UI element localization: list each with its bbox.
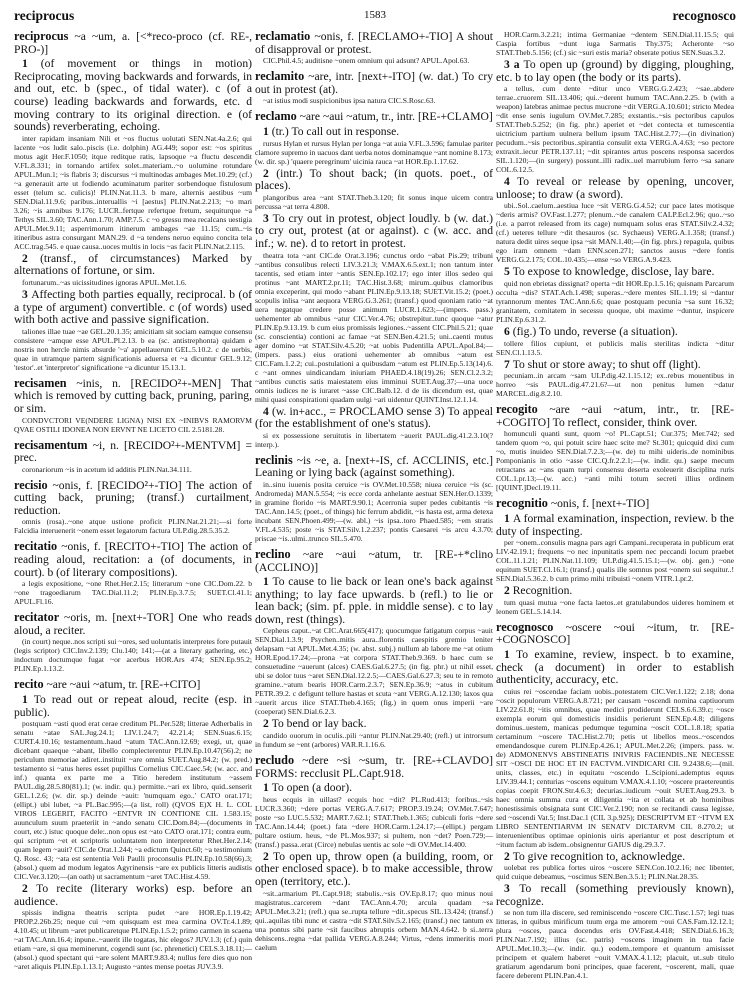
sense-number: 1 bbox=[22, 57, 41, 71]
entry-headline bbox=[14, 479, 252, 518]
entry-headline bbox=[496, 403, 734, 429]
citation-block: ~sit..armarium PL.Capt.918; stabulis..~sis OV.Ep.8.17; quo minus noui magistratus..carcerem ~dant TAC.Ann.4.70; arcula quadam ~sa APUL.Met.3.21; (refl.) qua se..rupta tellure ~dit..specus SIL.13.424; (transf.) qui..aquilas tibi nunc et castra ~dit STAT.Silv.5.2.165; (transf.) nec tantum ex una pontus sibi parte ~sit faucibus abruptis orbem MAN.4.642. b si..terra dehiscens..regna ~dat pallida VERG.A.8.244; Virtus, ~dens immeritis mori caelum bbox=[255, 888, 493, 952]
sense-definition: 1 To read out or repeat aloud, recite (esp. in public). bbox=[14, 693, 253, 719]
citation-block: CONDVCTORI VE(NDERE LIGNA) NISI EX ~INIBVS RAMORVM QVAE OSTILI IDONEA NON ERVNT NE LICETO CIL 2.5181.28. bbox=[14, 415, 252, 434]
entry-grammar: ~oris, m. [next+-TOR] One who reads aloud, a reciter. bbox=[14, 611, 252, 637]
dictionary-entry bbox=[496, 497, 734, 615]
dictionary-entry bbox=[14, 479, 252, 536]
headword: recisio bbox=[14, 477, 48, 492]
entry-grammar: ~i, n. [RECIDO²+-MENTVM] = prec. bbox=[14, 438, 252, 465]
headword: recogito bbox=[496, 402, 538, 417]
entry-headline bbox=[14, 439, 252, 465]
entry-headline bbox=[14, 377, 252, 416]
entry-headline bbox=[14, 678, 252, 692]
dictionary-entry bbox=[14, 540, 252, 606]
sense-definition: 3 To recall (something previously known), recognize. bbox=[496, 882, 734, 908]
dictionary-entry bbox=[496, 30, 734, 398]
column-3 bbox=[496, 30, 734, 985]
dictionary-entry bbox=[14, 30, 252, 372]
dictionary-entry bbox=[496, 403, 734, 492]
headword: reclino bbox=[255, 546, 291, 561]
citation-block: plangoribus area ~ant STAT.Theb.3.120; fit sonus inque uicem contra percussa ~at terra 4.808. bbox=[255, 192, 493, 211]
page-number: 1583 bbox=[364, 9, 386, 21]
sense-definition: 1 (tr.) To call out in response. bbox=[263, 124, 400, 138]
citation-block: si ex possessione seruitutis in libertatem ~auerit PAUL.dig.41.2.3.10(?interp.). bbox=[255, 430, 493, 449]
headword: recognosco bbox=[496, 619, 554, 634]
citation-block: a legis expositione, ~one Rhet.Her.2.15; litterarum ~one CIC.Dom.22. b ~one tragoediarum TAC.Dial.11.2; PLIN.Ep.3.7.5; SUET.Cl.41.1; APUL.Fl.16. bbox=[14, 579, 252, 607]
dictionary-entry bbox=[255, 548, 493, 749]
sense-definition: 2 To recite (literary works) esp. before an audience. bbox=[14, 882, 252, 908]
citation-block: cuius rei ~oscendae faciam uobis..potestatem CIC.Ver.1.122; 2.18; dona ~oscit populorum VERG.A.8.721; per causam ~oscendi nomina captiuorum LIV.22.61.8; ~itis omnibus, quae medici prodiderunt CELS.6.6.39.c; ~osce exempla eorum qui domesticis insidiis perierunt SEN.Ep.4.8; diligens dominus..uestem, manicas pedumque tegumina ~oscit COL.1.8.18; spatia certaminum ~oscere TAC.Hist.2.70; petis ut libellos meos..~oscendos emendandosque curem PLIN.Ep.4.26.1; APUL.Met.2.26; (impers. pass. w. de) ADMONENVS ABSTINEATIS INIVRIS FACIENDIS..NE NECESSE SIT ~OSCI DE HOC ET IN FACTVM..VINDICARI CIL 9.2438.6;—(mil. units, classes, etc.) in equitatu ~oscendo L.Scipioni..ademptus equus LIV.39.44.1; centurias ~oscens equitum V.MAX.4.1.10; ~oscere praetereuntis copias coepit FRON.Str.4.6.3; decurias..iudicum ~ouit SUET.Aug.29.3. b haec omnia summa cura et diligentia ~ita et collata et ab hominibus honestissimis obsignata sunt CIC.Ver.2.190; non se recitandi causa legisse, sed ~oscendi Vat.5; Inst.Dac.1 (CIL 3.p.925); DESCRIPTVM ET ~ITVM EX LIBRO SENTENTIARVM IN SENATV DICTARVM CIL 8.270.2; ut interuenientibus optimae opinionis uiris aperiantur et post descriptum et ~itum factum ab isdem..obsignentur GAIUS dig.29.3.7. bbox=[496, 686, 734, 849]
headword: reciprocus bbox=[14, 29, 69, 43]
headword: recitator bbox=[14, 610, 60, 625]
headword: recito bbox=[14, 677, 44, 692]
citation-block: pecuniam..in arcam ~sam ULP.dig.42.1.15.12; ex..rebus mouentibus in horreo ~sis PAUL.dig.47.21.6?—ut non penitus lumen ~datur MARCEL.dig.8.2.10. bbox=[496, 371, 734, 399]
sense-number: 1 bbox=[504, 647, 517, 661]
headword: reclinis bbox=[255, 452, 293, 467]
sense-definition: 3 Affecting both parties equally, reciprocal. b (of a type of argument) convertible. c (of words) used with both active and passive signification. bbox=[14, 287, 252, 327]
entry-grammar: ~inis, n. [RECIDO²+-MEN] That which is removed by cutting back, pruning, paring, or sim. bbox=[14, 376, 252, 415]
dictionary-entry bbox=[14, 611, 252, 673]
citation-block: inter rapidam insaniam Nili et ~os fluctus uolutati SEN.Nat.4a.2.6; qui lacente ~os ludit salo..piscis (i.e. dolphin) AG.449; sopor est: ~os spiritus motus agit Her.F.1050; itque reditque ratis, lapsoque ~a fluctu descendit V.FL.8.331; in tornando artifex solet..materiam..~o uolumine rotundare APUL.Mun.1; ~is flabris 3; discursus ~i multinodas ambages Met.10.29; (cf.) ~a generauit arte ut fodiendo acuminatum pariter sorbendoque fistulosum esset (telum sc. culicis)! PLIN.Nat.11.3. b mare, alternis aestibus ~um SEN.Dial.11.9.6; paribus..interuallis ~i [aestus] PLIN.Nat.2.213; ~o mari 3.26; ~is amnibus 9.176; LUCR..fertque refertque fretum, sequiturque ~a Tethys SIL.3.60; TAC.Ann.1.70; AMP.7.5. c ~o gressu mea recalcans uestigia APUL.Met.9.11; asperrimorum itinerum ambages ~ae 11.15; cum..~is itineribus astra consurgant MAN.29. d ~a tendens neruo equino concita tela ACC.trag.545. e quae causa..uoces multis in locis ~as facit PLIN.Nat.2.115. bbox=[14, 133, 252, 251]
entry-grammar: ~oscere ~oui ~itum, tr. [RE-+COGNOSCO] bbox=[496, 620, 734, 647]
headword: recitatio bbox=[14, 539, 58, 554]
sense-number: 1 bbox=[263, 575, 273, 589]
entry-grammar: ~are, intr. [next+-ITO] (w. dat.) To cry out in protest (at). bbox=[255, 70, 493, 96]
sense-definition: 1 (of movement or things in motion) Reciprocating, moving backwards and forwards, in and out, etc. b (spec., of tidal water). c (of a course) leading backwards and forwards, etc. d moving contrary to its original direction. e (of sounds) reverberating, echoing. bbox=[14, 57, 252, 134]
sense-definition: 2 To bend or lay back. bbox=[263, 717, 367, 731]
entry-headline bbox=[496, 497, 734, 511]
sense-number: 2 bbox=[263, 717, 272, 731]
sense-definition: 3 To cry out in protest, object loudly. b (w. dat.) to cry out, protest (at or against). c (w. acc. and inf.; w. ne). d to retort in protest. bbox=[255, 211, 493, 250]
citation-block: (in court) neque..nos scripti sui ~ores, sed uoluntatis interpretes fore putauit (legis scriptor) CIC.Inv.2.139; Clu.140; 141;—(at a literary gathering, etc.) indoctum doctumque fugat ~or acerbus HOR.Ars 474; SEN.Ep.95.2; PLIN.Ep.1.13.2. bbox=[14, 637, 252, 674]
entry-grammar: ~a ~um, a. [<*reco-proco (cf. RE-, PRO-)] bbox=[14, 30, 252, 56]
citation-block: spissis indigna theatris scripta pudet ~are HOR.Ep.1.19.42; PROP.2.26b.25; neque cui ~em quisquam est mea carmina OV.Tr.4.1.89; 4.10.45; ut librum ~aret publicaretque PLIN.Ep.1.5.2; primo carmen in scaena ~at TAC.Ann.16.4; inpune..~auerit ille togatas, hic elegos? JUV.1.3; (cf.) quin etiam ~are, si qua meminerunt, cogendi sunt (sc. phrenetici) CELS.3.18.11;—(absol.) quod spectant qui ~are solent MART.9.83.4; nullus fere dies quo non ~aret aliquis PLIN.Ep.1.13.1; Augusto ~antes mense poetas JUV.3.9. bbox=[14, 908, 252, 972]
citation-block: taliones illae tuae ~ae GEL.20.1.35; amicitiam sit sociam eamque consensu consistere ~amque esse APUL.Pl.2.13. b ea (sc. antistrephonta) quidam e nostris non hercle nimis absurde '~a' appellauerunt GEL.5.10.2. c de uerbis, quae in utramque partem significationis aduersa et ~a dicuntur GEL.9.12; 'testor'..et 'interpretor' significatione ~a dicuntur 15.13.1. bbox=[14, 326, 252, 372]
entry-headline bbox=[14, 30, 252, 56]
entry-grammar: ~are ~aui ~atum, tr., intr. [RE-+CLAMO] bbox=[299, 110, 493, 124]
entry-grammar: ~onis, f. [RECIDO²+-TIO] The action of cutting back, pruning; (transf.) curtailment, reduction. bbox=[14, 478, 252, 517]
sense-number: 1 bbox=[504, 511, 513, 525]
citation-block: ubi..Sol..caelum..aestiua luce ~sit VERG.G.4.52; cur pace lates motisque ~deris armis? OV.Fast.1.277; plenum..~de canalem CALP.Ecl.2.96; quo..~so (i.e. a parrot released from its cage) numquam solus eras STAT.Silv.2.4.32; (cf.) ueteres tellure ~dit thesauros (sc. Sychaeus) VERG.A.1.358; (transf.) natura dedit uires seque ipsa ~sit MAN.1.40;—(in fig. phrs.) repagula, quibus ego iram omnem ~dam ENN.scen.271; sanctos ausus ~dere fontis VERG.G.2.175; COL.10.435;—ense ~so VERG.A.9.423. bbox=[496, 201, 734, 265]
sense-number: 2 bbox=[504, 849, 513, 863]
citation-block: quid non ebrietas dissignat? operta ~dit HOR.Ep.1.5.16; quisnam Parcarum occulta ~dis? STAT.Ach.1.498; superas..~dere mentes SIL.1.19; si ~dantur tyrannorum mentes TAC.Ann.6.6; quae postquam pecunia ~sa sunt 16.32; granitatem, comitatem in secessu quoque, ubi maxime ~duntur, inspicere PLIN.Ep.6.31.2. bbox=[496, 278, 734, 324]
sense-definition: 3 a To open up (ground) by digging, ploughing, etc. b to lay open (the body or its parts). bbox=[496, 58, 734, 84]
sense-number: 3 bbox=[504, 882, 520, 896]
sense-definition: 2 (intr.) To shout back; (in quots. poet., of places). bbox=[255, 166, 493, 193]
dictionary-entry bbox=[255, 454, 493, 543]
citation-block: a tellus, cum dente ~ditur unco VERG.G.2.423; ~sae..abdere terrae..cruorem SIL.13.406; qui..~derent humum TAC.Ann.2.25. b (with a weapon) latebras animae pectus mucrone ~dit VERG.A.10.601; stricto Medea ~dit ense senis iugulum OV.Met.7.285; exstantis..~sis pectoribus capulos STAT.Theb.5.252; (in fig. phr.) aperiet et ~det contecta et tumescentia uictricium partium uulnera bellum ipsum TAC.Hist.2.77;—(in divination) pecudum..~sis pectoribus..spirantia consulit exta VERG.A.4.63; ~so pectore extraxit..iecur PETR.137.11; ~dit spirantes artus poscens responsa sacerdos SIL.1.120;—(in surgery) possunt..illi radix..uel marrubium ferro ~sa sanare COL.6.12.5. bbox=[496, 84, 734, 175]
entry-headline bbox=[255, 30, 493, 56]
citation-block: candido ouorum in oculis..pili ~antur PLIN.Nat.29.40; (refl.) ut introrsum in fundum se ~ent (arbores) VAR.R.1.16.6. bbox=[255, 731, 493, 750]
sense-number: 4 bbox=[504, 175, 517, 189]
sense-number: 6 bbox=[504, 324, 513, 338]
sense-number: 7 bbox=[504, 357, 513, 371]
sense-definition: 1 To examine, review, inspect. b to examine, check (a document) in order to establish authenticity, accuracy, etc. bbox=[496, 647, 734, 687]
citation-block: per ~onem..consulis magna pars agri Campani..recuperata in publicum erat LIV.42.19.1; frequens ~o nec inpunitatis spem nec peccandi locum praebet COL.11.1.21; PLIN.Nat.11.109; ULP.dig.41.5.15.1;—(w. obj. gen.) ~one equitum SUET.Cl.16.1; (transf.) qualis ille somnus post ~onem sui sequitur..! SEN.Dial.5.36.2. b cum primo mihi tribuisti ~onem VITR.1.pr.2. bbox=[496, 538, 734, 584]
citation-block: Cepheus caput..~at CIC.Arat.665(417); quocumque fatigatum corpus ~auit SEN.Dial.1.3.9; Psychen..mitis aura..florentis caespitis gremio leniter delapsam ~at APUL.Met.4.35; (w. abst. subj.) nullum ab labore me ~at otium HOR.Epod.17.24;—prona ~at corpora STAT.Theb.9.369. b haec cum se consuetudine ~auerunt (alces) CAES.Gal.6.27.5; (in fig. phr.) ut nihil esset, ubi se dolor tuus ~aret SEN.Dial.12.2.5;—CAES.Gal.6.27.3; seu te in remoto gramine..~atum bearis HOR.Carm.2.3.7; SEN.Ep.36.9; ~atus in cubitum PETR.39.2. c defigunt tellure hastas et scuta ~ant VERG.A.12.130; laxos qua ~auerit arcus ilice STAT.Theb.4.165; (fig.) in quem onus imperii ~are (coeperat) SEN.Dial.6.2.3. bbox=[255, 626, 493, 717]
citation-block: in..sinu iuuenis posita ceruice ~is OV.Met.10.558; niuea ceruice ~is (sc. Andromeda) MAN.5.554; ~is ecce corda anhelante aestuat SEN.Her.O.1339; in gramine florido ~is MART.9.90.1; Acerronia super pedes cubitantis ~is TAC.Ann.14.5; (poet., of things) hic ferrum abdidit, ~is hasta est, arma detexa incubant SEN.Phoen.499;—(w. abl.) ~is ipsa..toro Phaed.585; ~em stratis V.FL.4.535; poste ~is STAT.Silv.1.2.237; pontis Caesarei ~is arcu 4.3.70; priscae ~is..ulmi..trunco SIL.5.470. bbox=[255, 479, 493, 543]
sense-number: 1 bbox=[263, 781, 272, 795]
sense-definition: 5 To expose to knowledge, disclose, lay bare. bbox=[504, 265, 715, 279]
sense-definition: 4 To reveal or release by opening, uncover, unloose; to draw (a sword). bbox=[496, 175, 734, 201]
sense-definition: 7 To shut or store away; to shut off (light). bbox=[504, 357, 701, 371]
dictionary-entry bbox=[14, 678, 252, 971]
sense-number: 2 bbox=[263, 166, 277, 180]
sense-number: 3 bbox=[22, 287, 32, 301]
entry-grammar: ~are ~aui ~atum, tr. [RE-+CITO] bbox=[46, 678, 201, 692]
headword: reclamo bbox=[255, 109, 297, 124]
headword: reclamito bbox=[255, 69, 305, 84]
citation-block: CIC.Phil.4.5; auditisne ~onem omnium qui adsunt? APUL.Apol.63. bbox=[263, 56, 470, 66]
entry-headline bbox=[496, 621, 734, 647]
sense-definition: 2 To open up, throw open (a building, room, or other enclosed space). b to make accessible, throw open (territory, etc.). bbox=[255, 849, 493, 889]
sense-definition: 1 To open (a door). bbox=[263, 781, 353, 795]
entry-grammar: ~is ~e, a. [next+-IS, cf. ACCLINIS, etc.] Leaning or lying back (against something). bbox=[255, 453, 493, 480]
entry-grammar: ~are ~aui ~atum, intr., tr. [RE-+COGITO] To reflect, consider, think over. bbox=[496, 403, 734, 429]
entry-grammar: ~onis, f. [next+-TIO] bbox=[550, 497, 650, 511]
dictionary-entry bbox=[255, 754, 493, 952]
sense-number: 5 bbox=[504, 265, 513, 279]
column-1 bbox=[14, 30, 252, 976]
sense-definition: 2 To give recognition to, acknowledge. bbox=[504, 849, 686, 863]
headword: recisamentum bbox=[14, 437, 88, 452]
sense-number: 2 bbox=[504, 584, 513, 598]
dictionary-entry bbox=[255, 70, 493, 105]
entry-grammar: ~are ~aui ~atum, tr. [RE-+*clino (ACCLINO)] bbox=[255, 547, 494, 574]
sense-number: 1 bbox=[263, 124, 272, 138]
citation-block: omnis (rosa)..~one atque ustione proficit PLIN.Nat.21.21;—si forte Falcidia interuenerit ~onem esset legatorum factura ULP.dig.28.5.35.2. bbox=[14, 517, 252, 536]
sense-number: 3 bbox=[263, 211, 273, 225]
sense-definition: 1 To cause to lie back or lean one's back against anything; to lay face upwards. b (refl.) to lie or lean back; (sim. pf. pple. in middle sense). c to lay down, rest (things). bbox=[255, 575, 493, 626]
entry-grammar: ~dere ~si ~sum, tr. [RE-+CLAVDO] FORMS: recclusit PL.Capt.918. bbox=[255, 754, 493, 780]
dictionary-entry bbox=[496, 621, 734, 981]
entry-grammar: ~onis, f. [RECITO+-TIO] The action of reading aloud, recitation: a (of documents, in court). b (of literary compositions). bbox=[14, 540, 252, 579]
citation-block: rursus Hylan et rursus Hylan per longa ~at auia V.FL.3.596; famulae pariter clamore supremo in uacuos dant uerba notos dominamque ~ant nomine 8.173; (w. dir. sp.) 'quaere peregrinum' uicinia rauca ~at HOR.Ep.1.17.62. bbox=[255, 138, 493, 166]
entry-headline bbox=[255, 110, 493, 124]
running-head-first-word: reciprocus bbox=[14, 8, 75, 23]
headword: recognitio bbox=[496, 496, 548, 511]
citation-block: homunculi quanti sunt, quom ~o! PL.Capt.51; Cur.375; Mer.742; sed tandem quom ~o, qui potuit scire haec scite me? St.301; quicquid dixi cum ~o, mutis inuideo SEN.Dial.7.2.3;—(w. de) tu mihi uideris..de nominibus Pomponianis in otio ~asse CIC.Q.fr.2.2.1;—(w. indir. qu.) saepe mecum retractans ac ~ans quam turpi consensu deserta exoleuerit disciplina ruris COL.1.pr.13;—(w. acc.) ~anti mihi totum secreti illius ordinem [QUINT.]Decl.19.11. bbox=[496, 429, 734, 493]
sense-number: 1 bbox=[22, 693, 34, 707]
sense-definition: 2 Recognition. bbox=[504, 584, 573, 598]
running-head-last-word: recognosco bbox=[672, 8, 736, 23]
sense-number: 3 a bbox=[504, 58, 524, 71]
citation-block: uolebat res publica fortes uiros ~oscere SEN.Con.10.2.16; nec libenter, quid cuique debeamus, ~oscimus SEN.Ben.3.5.1; PLIN.Nat.28.35. bbox=[496, 863, 734, 882]
sense-number: 2 bbox=[22, 882, 37, 896]
entry-grammar: ~onis, f. [RECLAMO+-TIO] A shout of disapproval or protest. bbox=[255, 30, 494, 56]
dictionary-entry bbox=[14, 377, 252, 434]
headword: recludo bbox=[255, 753, 295, 768]
running-head bbox=[14, 8, 736, 28]
sense-definition: 4 (w. in+acc., = PROCLAMO sense 3) To appeal (for the establishment of one's status). bbox=[255, 404, 493, 431]
entry-headline bbox=[255, 754, 493, 780]
entry-headline bbox=[14, 611, 252, 637]
sense-definition: 1 A formal examination, inspection, review. b the duty of inspecting. bbox=[496, 511, 734, 538]
dictionary-entry bbox=[255, 30, 493, 65]
citation-block: coronariorum ~is in acetum id additis PLIN.Nat.34.111. bbox=[22, 464, 192, 474]
entry-headline bbox=[255, 454, 493, 480]
headword: recisamen bbox=[14, 375, 67, 390]
citation-block: tum quasi mutua ~one facta laetos..et gratulabundos uideres hominem et leonem GEL.5.14.14. bbox=[496, 597, 734, 616]
citation-block: fortunarum..~as uicissitudines ignoras APUL.Met.1.6. bbox=[22, 277, 187, 287]
dictionary-entry bbox=[14, 439, 252, 474]
headword: reclamatio bbox=[255, 29, 311, 43]
citation-block: ~at istius modi suspicionibus ipsa natura CIC.S.Rosc.63. bbox=[263, 96, 436, 106]
entry-headline bbox=[14, 540, 252, 579]
column-2 bbox=[255, 30, 493, 957]
entry-headline bbox=[255, 548, 493, 574]
sense-number: 2 bbox=[263, 849, 274, 863]
sense-number: 2 bbox=[22, 251, 41, 265]
citation-block: heus ecquis in uillast? ecquis hoc ~dit? PL.Rud.413; foribus..~sis LUCR.3.360; ~dere portas VERG.A.7.617; PROP.3.19.24; OV.Met.7.647; poste ~so LUC.5.532; MART.7.62.1; STAT.Theb.1.365; cubiculi foris ~dere TAC.Ann.14.44; (poet.) fata ~dere HOR.Carm.1.24.17;—(ellipt.) pergam pultare ostium. heus, ~de PL.Mos.937; si pultem, non ~det? Poen.729;—(transf.) passa..erat (Circe) nebulas uentis ac sole ~di OV.Met.14.400. bbox=[255, 794, 493, 849]
citation-block: tollere filios cupiunt, et publicis malis sterilitas indicta ~ditur SEN.Cl.1.13.5. bbox=[496, 338, 734, 357]
dictionary-entry bbox=[255, 110, 493, 448]
sense-number: 4 bbox=[263, 404, 272, 418]
citation-block: HOR.Carm.3.2.21; intima Germaniae ~dentem SEN.Dial.11.15.5; qui Caspia fortibus ~dunt iuga Sarmatis Thy.375; Acheronte ~so STAT.Theb.5.156; (cf.) sic ~suri estis maria? obserate potius SEN.Suas.3.2. bbox=[496, 30, 734, 57]
sense-definition: 2 (transf., of circumstances) Marked by alternations of fortune, or sim. bbox=[14, 251, 252, 278]
sense-definition: 6 (fig.) To undo, reverse (a situation). bbox=[504, 324, 678, 338]
entry-headline bbox=[255, 70, 493, 96]
citation-block: se non tum illa discere, sed reminiscendo ~oscere CIC.Tusc.1.57; legi tuas litteras, in quibus mirificum tuum erga me amorem ~oui CAS.Fam.12.12.1; plura ~osces, pauca docendus eris OV.Fast.4.418; SEN.Dial.6.16.3; PLIN.Nat.7.192; illius (sc. patris) ~oscens imaginem in tua facie APUL.Met.10.3;—(w. indir. qu.) eodem..tempore et quantum amisisset principem et qualem haberet ~ouit V.MAX.4.1.12; placuit, ut..sub titulo gratiarum agendarum boni principes, quae facerent, ~oscerent, mali, quae facere deberent PLIN.Pan.4.1. bbox=[496, 908, 734, 981]
citation-block: theatra tota ~ant CIC.de Orat.3.196; cunctus ordo ~abat Pis.29; tribuni ~antibus consulibus relecti LIV.3.21.3; V.MAX.6.5.ext.1; non tantum inter tacentis, sed etiam inter ~antis SEN.Ep.102.17; ego inter illos sedeo qui protinus ~ant MART.2.pr.11; TAC.Hist.3.68; mirum..quibus clamoribus omnia exceperint, qui modo ~abant PLIN.Ep.9.13.18; SUET.Vit.15.2; (poet.) scopulis inlisa ~ant aequora VERG.G.3.261; (transf.) quod quoniam ratio ~at uera negatque credere posse animum LUCR.1.623;—(impers. pass.) uehementer ab omnibus ~atur CIC.Ver.4.76; obstrepitur..tunc quoque ~atur PLIN.Ep.9.13.19. b cum eius promissis legiones..~assent CIC.Phil.5.21; quae (sc. conscientia) contioni ac famae ~at SEN.Ben.4.21.5; uni..caenti mutus ager domino ~at STAT.Silv.4.5.20; ~at uobis Pudentilla APUL.Apol.84;—(impers. pass.) eius orationi uehementer ab omnibus ~atum est CIC.Fam.1.2.2; cui..postulationi a quibusdam ~atum est PLIN.Ep.5.13(14).6. c ~ant omnes uindicandam iniuriam PHAED.4.18(19).26; SEN.Cl.2.3.2; ~antibus cunctis satis maiestatem eius imminui SUET.Aug.37;—una uoce omnis iudices ne is iuraret ~asse CIC.Balb.12. d de iis dicendum est, quae mihi quasi conspirationi quadam uulgi ~ari uidentur QUINT.Inst.12.1.14. bbox=[255, 250, 493, 404]
citation-block: postquam ~asti quod erat cerae creditum PL.Per.528; litterae Adherbalis in senatu ~atae SAL.Jug.24.1; LIV.1.24.7; 42.21.4; SEN.Suas.6.15; CURT.4.10.16; testamentum..haud ~atum TAC.Ann.12.69; exegi, ut, quae dicebant quaeque ~abant, libello complecterentur PLIN.Ep.10.47(56).2; ne periculum memoriae adiret..instituit ~are omnia SUET.Aug.84.2; (w. pred.) testamento si ~atus heres esset pupillus Cornelius CIC.Caec.54; (w. acc. and inf.) quanta ex parte me a Titio heredem institutum ~assem PAUL.dig.28.5.80(81).1; (w. indir. qu.) permitte..~ari ex libro, quid..senserit GEL.1.2.6; (w. dir. sp.) deinde ~auit: 'numquam ego..' CATO orat.171; (ellipt.) ubi lubet, ~a PL.Bac.995;—(a list, roll) (QVOS E)X H. L. COL VIROS LEGERIT, FACITO ~ENTVR IN CONTIONE CIL 1.583.15; auunculum suum praeteriit in ~ando senatu CIC.Dom.84;—(documents in court, etc.) istuc quoque dele:..non opus est ~ato CATO orat.171; contra eum, qui scriptum ~et et scriptoris uoluntatem non interpretetur Rhet.Her.2.14; quam legem ~auit? CIC.de Orat.1.244; ~a edictum Quinct.60; ~a testimonium Q. Rosc. 43; ~ata est sententia Veli Paulli proconsulis PLIN.Ep.10.58(66).3; (absol.) quem ad modum legatos Agyrinensis ~are ex publicis litteris audistis CIC.Ver.3.120;—(an oath) ut sacramentum ~aret TAC.Hist.4.59. bbox=[14, 719, 252, 882]
